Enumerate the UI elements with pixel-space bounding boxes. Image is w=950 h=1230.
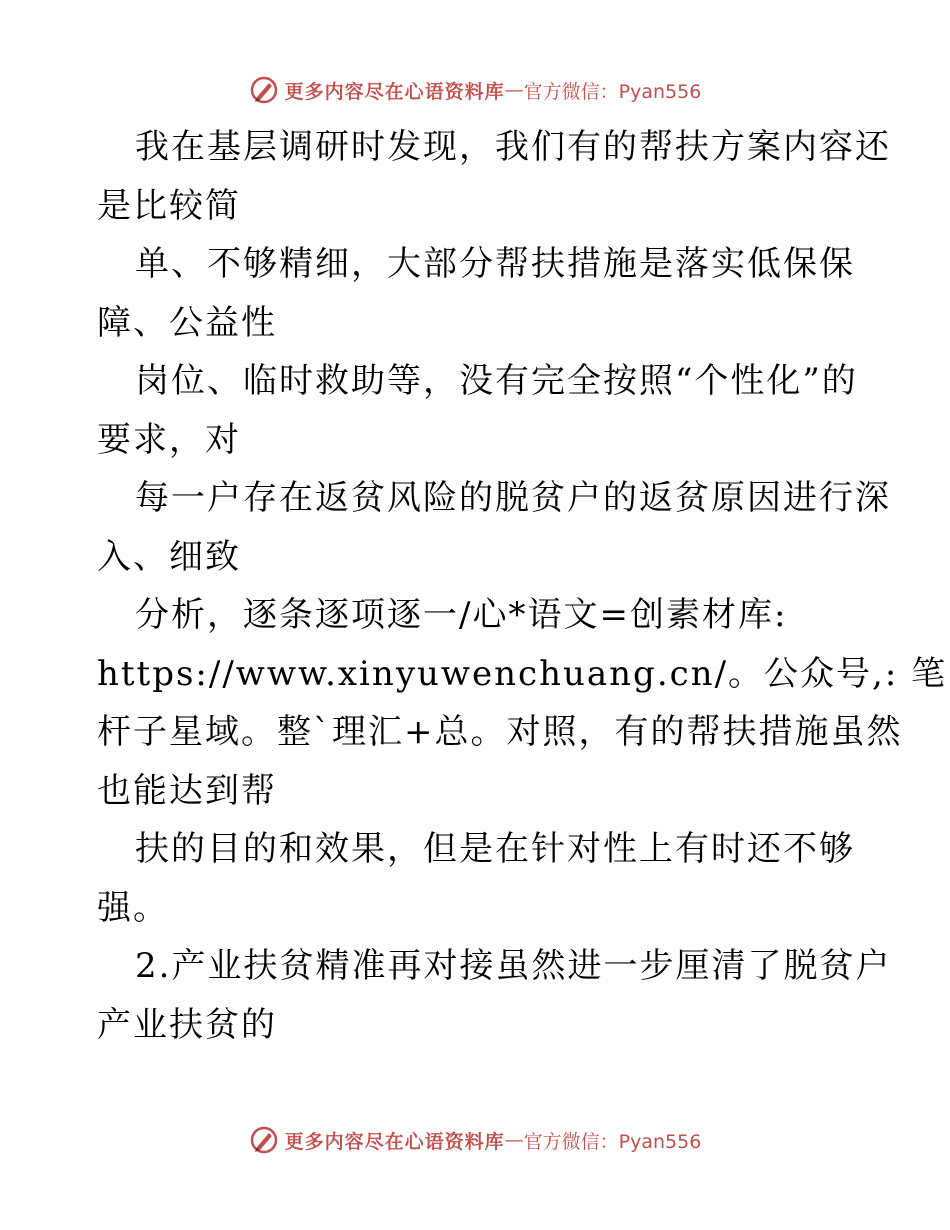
separator-dash: —	[504, 79, 524, 101]
document-body	[97, 118, 948, 1054]
text-line: 2.产业扶贫精准再对接虽然进一步厘清了脱贫户	[135, 946, 892, 986]
text-line: 分析，逐条逐项逐一/心*语文=创素材库:	[135, 595, 788, 635]
promo-text: 更多内容尽在心语资料库	[284, 1130, 505, 1153]
text-line: 杆子星域。整`理汇+总。对照，有的帮扶措施虽然	[97, 712, 903, 752]
text-line: 障、公益性	[97, 302, 277, 343]
text-line: https://www.xinyuwenchuang.cn/。公众号,: 笔	[97, 653, 948, 694]
text-line: 扶的目的和效果，但是在针对性上有时还不够	[135, 829, 855, 869]
text-line: 也能达到帮	[97, 770, 277, 811]
text-line: 产业扶贫的	[97, 1004, 277, 1045]
pen-logo-icon	[249, 75, 279, 105]
contact-text: 官方微信：Pyan556	[523, 1130, 702, 1153]
text-line: 入、细致	[97, 536, 241, 577]
text-line: 我在基层调研时发现，我们有的帮扶方案内容还	[135, 127, 891, 167]
header-watermark	[0, 70, 950, 110]
text-line: 每一户存在返贫风险的脱贫户的返贫原因进行深	[135, 478, 891, 518]
text-line: 要求，对	[97, 419, 241, 460]
promo-text: 更多内容尽在心语资料库	[284, 80, 505, 103]
text-line: 岗位、临时救助等，没有完全按照“个性化”的	[135, 361, 858, 401]
contact-text: 官方微信：Pyan556	[523, 80, 702, 103]
footer-watermark	[0, 1120, 950, 1160]
pen-logo-icon	[249, 1125, 279, 1155]
text-line: 是比较简	[97, 185, 241, 226]
text-line: 单、不够精细，大部分帮扶措施是落实低保保	[135, 244, 855, 284]
separator-dash: —	[504, 1129, 524, 1151]
text-line: 强。	[97, 887, 169, 928]
